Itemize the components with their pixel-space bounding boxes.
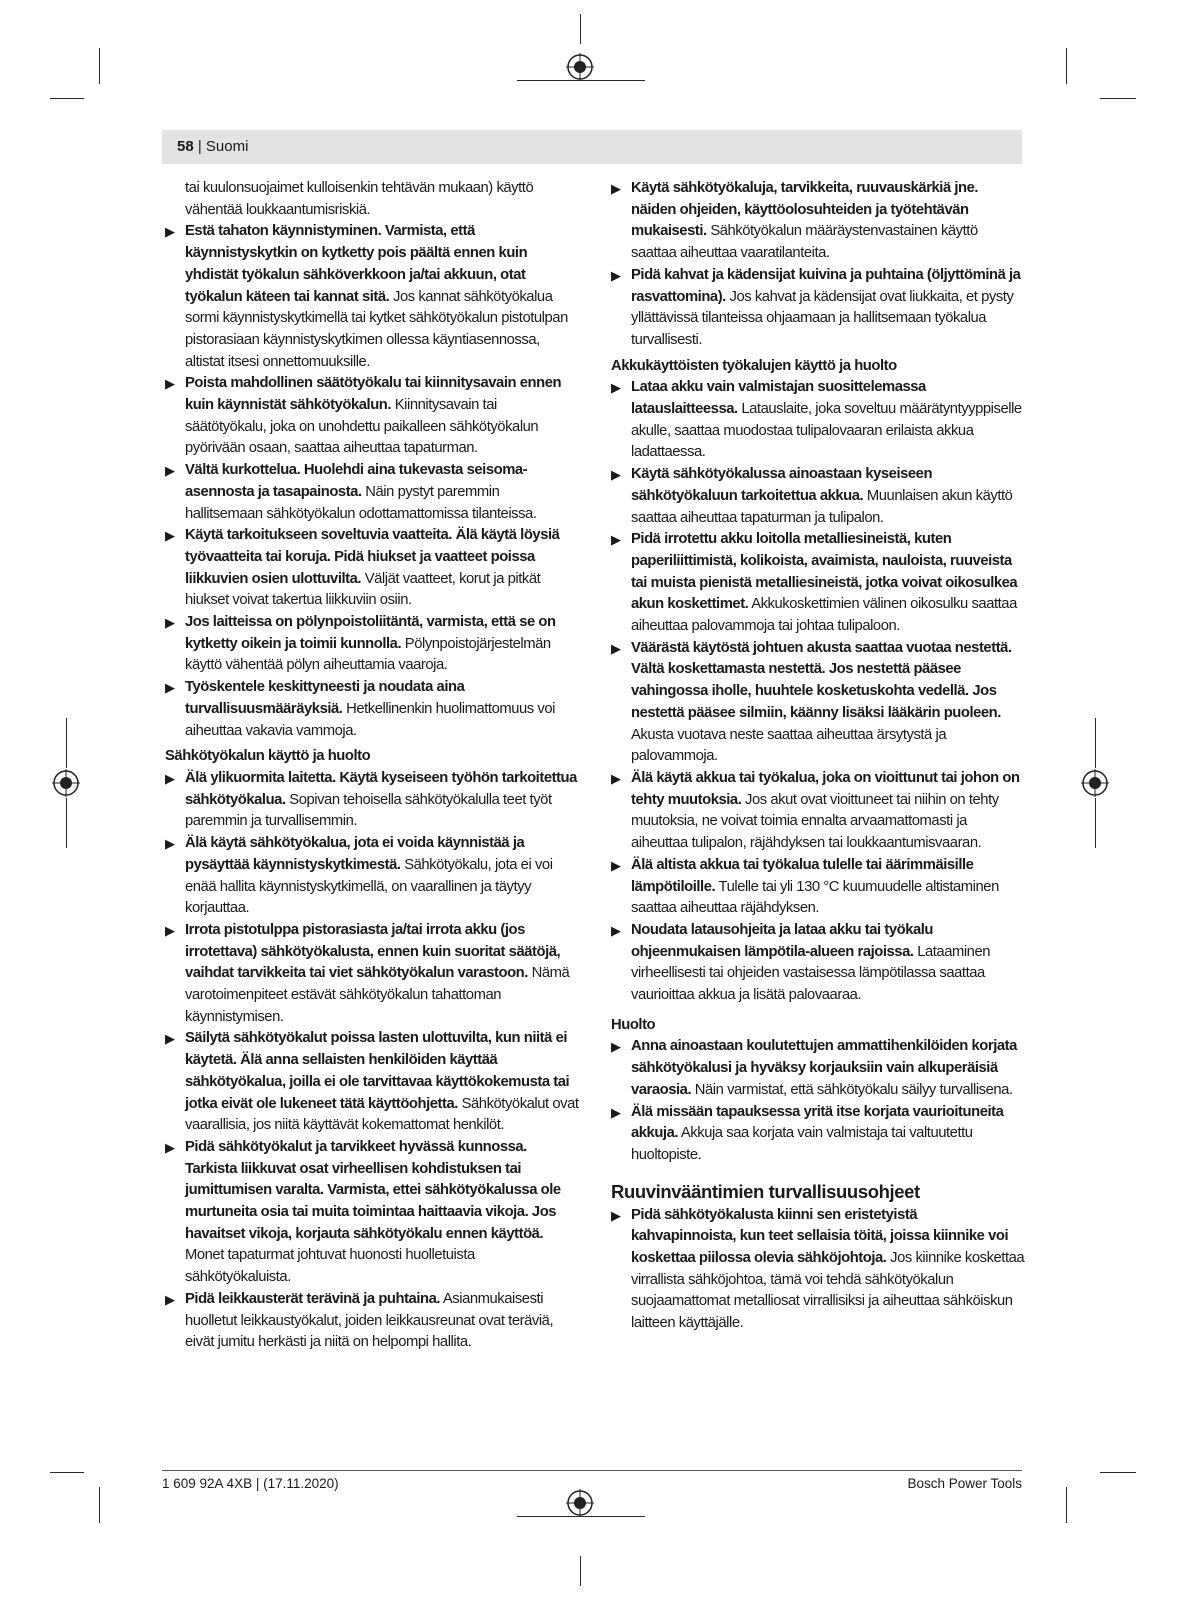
registration-mark-icon [1081,769,1109,797]
crop-mark [580,14,581,44]
crop-mark [99,1487,100,1523]
list-item: ▶ Työskentele keskittyneesti ja noudata aina turvallisuusmääräyksiä. Hetkellinenkin huolimattomuus voi aiheuttaa vakavia vammoja. [165,679,555,739]
arrow-bullet-icon: ▶ [611,640,621,656]
list-item: ▶ Pidä leikkausterät terävinä ja puhtaina. Asianmukaisesti huolletut leikkaustyökalut, joiden leikkausreunat ovat teräviä, eivät jumitu herkästi ja niitä on helpompi hallita. [165,1290,554,1351]
list-item: ▶ Lataa akku vain valmistajan suosittelemassa latauslaitteessa. Latauslaite, joka soveltuu määrätyntyyppiselle akulle, saattaa muodostaa tulipalovaaran erilaista akkua ladattaessa. [611,379,1022,461]
arrow-bullet-icon: ▶ [165,922,175,938]
section-heading: Ruuvinvääntimien turvallisuusohjeet [611,1180,920,1202]
section-subheading: Huolto [611,1016,656,1033]
arrow-bullet-icon: ▶ [165,528,175,544]
section-subheading: Sähkötyökalun käyttö ja huolto [165,748,371,765]
list-item: ▶ Vältä kurkottelua. Huolehdi aina tukevasta seisoma-asennosta ja tasapainosta. Näin pystyt paremmin hallitsemaan sähkötyökalun odottamattomissa tilanteissa. [165,462,537,522]
arrow-bullet-icon: ▶ [165,680,175,696]
crop-mark [580,1556,581,1586]
registration-mark-icon [566,1489,594,1517]
arrow-bullet-icon: ▶ [611,922,621,938]
arrow-bullet-icon: ▶ [165,1291,175,1307]
list-item: ▶ Käytä tarkoitukseen soveltuvia vaatteita. Älä käytä löysiä työvaatteita tai koruja. Pidä hiukset ja vaatteet poissa liikkuvien osien ulottuvilta. Väljät vaatteet, korut ja pitkät hiukset voivat takertua liikkuviin osiin. [165,527,560,609]
arrow-bullet-icon: ▶ [611,467,621,483]
crop-mark [66,798,67,848]
list-item: ▶ Älä käytä akkua tai työkalua, joka on vioittunut tai johon on tehty muutoksia. Jos akut ovat vioittuneet tai niihin on tehty muutoksia, ne voivat toimia ennalta arvaamattomasti ja aiheuttaa tulipalon, räjähdyksen tai loukkaantumisvaaran. [611,769,1020,852]
crop-mark [1100,98,1136,99]
page-header [162,130,1022,164]
list-item: ▶ Poista mahdollinen säätötyökalu tai kiinnitysavain ennen kuin käynnistät sähkötyökalun. Kiinnitysavain tai säätötyökalu, joka on unohdettu paikalleen sähkötyökalun pyörivään osaan, saattaa aiheuttaa tapaturman. [165,375,562,457]
crop-mark [99,48,100,84]
right-column [611,178,1025,1335]
list-item: ▶ Pidä sähkötyökalut ja tarvikkeet hyvässä kunnossa. Tarkista liikkuvat osat virheellisen kohdistuksen tai jumittumisen varalta. Varmista, ettei sähkötyökalussa ole murtuneita osia tai muita toimintaa haittaavia vikoja. Jos havaitset vikoja, korjauta sähkötyökalu ennen käyttöä. Monet tapaturmat johtuvat huonosti huolletuista sähkötyökaluista. [165,1138,561,1286]
list-item: ▶ Pidä irrotettu akku loitolla metalliesineistä, kuten paperiliittimistä, kolikoista, avaimista, nauloista, ruuveista tai muista pienistä metalliesineistä, jotka voivat oikosulkea akun koskettimet. Akkukoskettimien välinen oikosulku saattaa aiheuttaa palovammoja tai johtaa tulipaloon. [611,531,1018,635]
arrow-bullet-icon: ▶ [165,836,175,852]
header-text [177,138,248,156]
list-item: ▶ Pidä sähkötyökalusta kiinni sen eristetyistä kahvapinnoista, kun teet sellaisia töitä, joissa kiinnike voi koskettaa piilossa olevia sähköjohtoja. Jos kiinnike koskettaa virrallista sähköjohtoa, tämä voi tehdä sähkötyökalun suojaamattomat metalliosat virrallisiksi ja aiheuttaa sähköiskun laitteen käyttäjälle. [611,1206,1025,1332]
header-language: Suomi [205,138,249,155]
intro-paragraph: tai kuulonsuojaimet kulloisenkin tehtävän mukaan) käyttö vähentää loukkaantumisriskiä. [185,180,534,218]
crop-mark [1095,718,1096,768]
footer-brand: Bosch Power Tools [907,1476,1022,1491]
list-item: ▶ Väärästä käytöstä johtuen akusta saattaa vuotaa nestettä. Vältä koskettamasta nestettä. Jos nestettä pääsee vahingossa iholle, huuhtele kosketuskohta vedellä. Jos nestettä pääsee silmiin, käänny lisäksi lääkärin puoleen. Akusta vuotava neste saattaa aiheuttaa ärsytystä ja palovammoja. [611,639,1012,765]
arrow-bullet-icon: ▶ [611,181,621,196]
list-item: ▶ Anna ainoastaan koulutettujen ammattihenkilöiden korjata sähkötyökalusi ja hyväksy korjauksiin vain alkuperäisiä varaosia. Näin varmistat, että sähkötyökalu säilyy turvallisena. [611,1038,1017,1098]
list-item: ▶ Estä tahaton käynnistyminen. Varmista, että käynnistyskytkin on kytketty pois päältä ennen kuin yhdistät työkalun sähköverkkoon ja/tai akkuun, otat työkalun käteen tai kannat sitä. Jos kannat sähkötyökalua sormi käynnistyskytkimellä tai kytket sähkötyökalun pistotulpan pistorasiaan käynnistyskytkimen ollessa käyntiasennossa, altistat itsesi onnettomuuksille. [165,223,568,370]
crop-mark [50,1472,84,1473]
list-item: ▶ Älä ylikuormita laitetta. Käytä kyseiseen työhön tarkoitettua sähkötyökalua. Sopivan tehoisella sähkötyökalulla teet työt paremmin ja turvallisemmin. [165,769,577,830]
arrow-bullet-icon: ▶ [165,1139,175,1155]
list-item: ▶ Irrota pistotulppa pistorasiasta ja/tai irrota akku (jos irrotettava) sähkötyökalusta, ennen kuin suoritat säätöjä, vaihdat tarvikkeita tai viet sähkötyökalun varastoon. Nämä varotoimenpiteet estävät sähkötyökalun tahattoman käynnistymisen. [165,921,570,1025]
page-number: 58 [177,138,194,155]
list-item: ▶ Käytä sähkötyökalussa ainoastaan kyseiseen sähkötyökaluun tarkoitettua akkua. Muunlaisen akun käyttö saattaa aiheuttaa tapaturman ja tulipalon. [611,466,1013,526]
list-item: ▶ Säilytä sähkötyökalut poissa lasten ulottuvilta, kun niitä ei käytetä. Älä anna sellaisten henkilöiden käyttää sähkötyökalua, joilla ei ole tarvittavaa käyttökokemusta tai jotka eivät ole lukeneet tätä käyttöohjetta. Sähkötyökalut ovat vaarallisia, jos niitä käyttävät kokemattomat henkilöt. [165,1030,579,1134]
arrow-bullet-icon: ▶ [165,224,175,240]
crop-mark [1095,798,1096,848]
arrow-bullet-icon: ▶ [165,1031,175,1047]
crop-mark [1066,48,1067,84]
registration-mark-icon [52,769,80,797]
arrow-bullet-icon: ▶ [611,380,621,396]
arrow-bullet-icon: ▶ [611,267,621,283]
header-separator: | [193,138,206,155]
section-subheading: Akkukäyttöisten työkalujen käyttö ja huolto [611,357,897,374]
list-item: ▶ Käytä sähkötyökaluja, tarvikkeita, ruuvauskärkiä jne. näiden ohjeiden, käyttöolosuhteiden ja työtehtävän mukaisesti. Sähkötyökalun määräystenvastainen käyttö saattaa aiheuttaa vaaratilanteita. [611,180,979,262]
list-item: ▶ Älä missään tapauksessa yritä itse korjata vaurioituneita akkuja. Akkuja saa korjata vain valmistaja tai valtuutettu huoltopiste. [611,1103,1004,1163]
arrow-bullet-icon: ▶ [611,1104,621,1120]
list-item: ▶ Älä käytä sähkötyökalua, jota ei voida käynnistää ja pysäyttää käynnistyskytkimestä. Sähkötyökalu, jota ei voi enää hallita käynnistyskytkimellä, on vaarallinen ja täytyy korjauttaa. [165,835,553,917]
footer-doc-ref: 1 609 92A 4XB | (17.11.2020) [162,1476,339,1491]
arrow-bullet-icon: ▶ [165,770,175,786]
registration-mark-icon [566,53,594,81]
list-item: ▶ Noudata latausohjeita ja lataa akku tai työkalu ohjeenmukaisen lämpötila-alueen rajoissa. Lataaminen virheellisesti tai ohjeiden vastaisessa lämpötilassa saattaa vaurioittaa akkua ja lisätä palovaaraa. [611,921,991,1004]
arrow-bullet-icon: ▶ [611,770,621,786]
crop-mark [50,98,84,99]
crop-mark [1066,1487,1067,1523]
arrow-bullet-icon: ▶ [611,532,621,548]
arrow-bullet-icon: ▶ [165,376,175,392]
crop-mark [1100,1472,1136,1473]
list-item: ▶ Pidä kahvat ja kädensijat kuivina ja puhtaina (öljyttöminä ja rasvattomina). Jos kahvat ja kädensijat ovat liukkaita, et pysty yllättävissä tilanteissa ohjaamaan ja hallitsemaan työkalua turvallisesti. [611,266,1021,348]
list-item: ▶ Älä altista akkua tai työkalua tulelle tai äärimmäisille lämpötiloille. Tulelle tai yli 130 °C kuumuudelle altistaminen saattaa aiheuttaa räjähdyksen. [611,856,999,917]
arrow-bullet-icon: ▶ [611,1039,621,1055]
arrow-bullet-icon: ▶ [611,1207,621,1223]
crop-mark [66,718,67,768]
footer-rule [162,1470,1022,1471]
left-column [165,178,580,1354]
arrow-bullet-icon: ▶ [165,463,175,479]
list-item: ▶ Jos laitteissa on pölynpoistoliitäntä, varmista, että se on kytketty oikein ja toimii kunnolla. Pölynpoistojärjestelmän käyttö vähentää pölyn aiheuttamia vaaroja. [165,614,556,674]
arrow-bullet-icon: ▶ [165,615,175,631]
arrow-bullet-icon: ▶ [611,857,621,873]
